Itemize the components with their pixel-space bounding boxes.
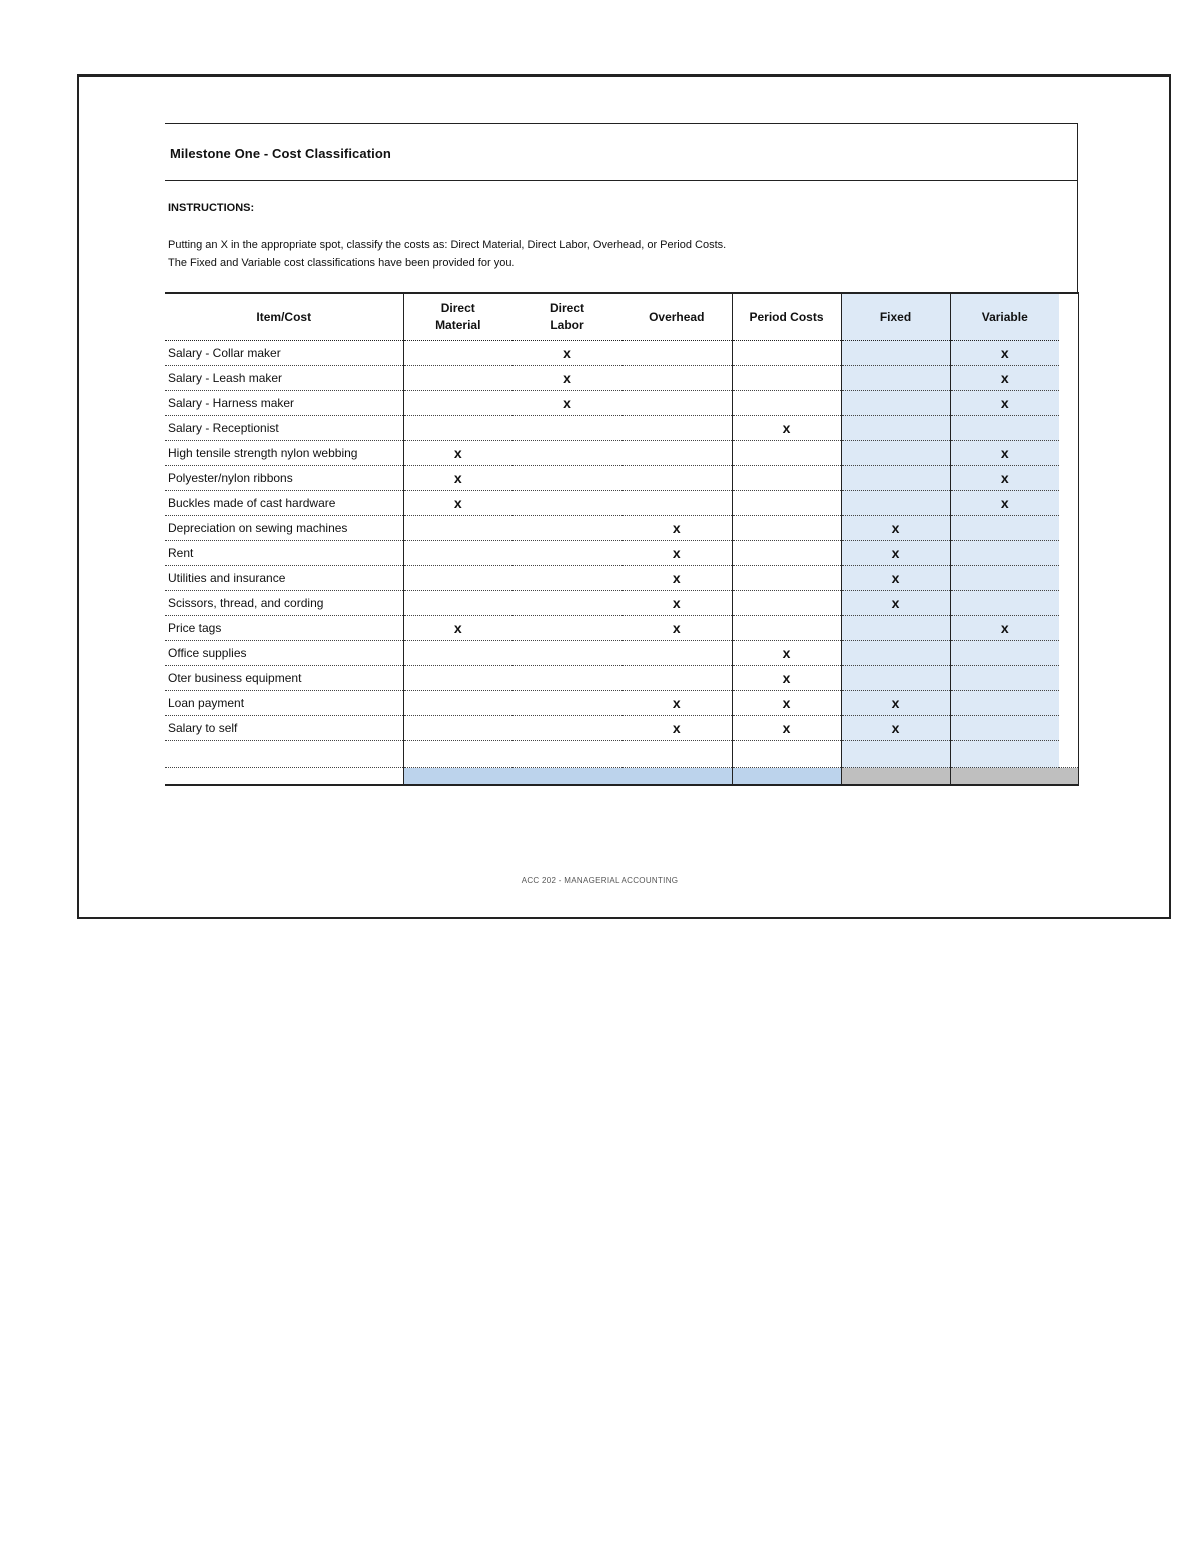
fixed-cell — [841, 641, 950, 666]
direct-labor-cell — [512, 416, 622, 441]
variable-cell — [950, 716, 1059, 741]
x-mark: x — [1000, 395, 1009, 411]
variable-cell — [950, 366, 1059, 391]
direct-material-cell — [403, 616, 512, 641]
blank-cell — [841, 741, 950, 768]
fixed-cell — [841, 341, 950, 366]
blank-cell — [732, 741, 841, 768]
direct-material-cell — [403, 666, 512, 691]
fixed-cell — [841, 691, 950, 716]
x-mark: x — [782, 645, 791, 661]
table-row — [165, 416, 1078, 441]
direct-labor-cell — [512, 616, 622, 641]
x-mark: x — [672, 620, 681, 636]
header-variable: Variable — [950, 293, 1059, 341]
x-mark: x — [672, 545, 681, 561]
direct-material-cell — [403, 641, 512, 666]
variable-cell — [950, 566, 1059, 591]
header-direct-labor: Direct Labor — [512, 293, 622, 341]
total-cell — [841, 768, 950, 786]
direct-material-cell — [403, 566, 512, 591]
overhead-cell — [622, 616, 732, 641]
x-mark: x — [782, 670, 791, 686]
header-period-costs: Period Costs — [732, 293, 841, 341]
period-costs-cell — [732, 666, 841, 691]
variable-cell — [950, 541, 1059, 566]
variable-cell — [950, 591, 1059, 616]
x-mark: x — [782, 695, 791, 711]
table-row — [165, 516, 1078, 541]
variable-cell — [950, 466, 1059, 491]
item-cost-cell: Loan payment — [165, 691, 403, 716]
x-mark: x — [453, 445, 462, 461]
cost-classification-table — [165, 292, 1079, 786]
blank-cell — [403, 741, 512, 768]
direct-labor-cell — [512, 466, 622, 491]
variable-cell — [950, 666, 1059, 691]
item-cost-cell: Buckles made of cast hardware — [165, 491, 403, 516]
item-cost-cell: Office supplies — [165, 641, 403, 666]
direct-labor-cell — [512, 541, 622, 566]
x-mark: x — [672, 570, 681, 586]
x-mark: x — [891, 695, 900, 711]
x-mark: x — [891, 545, 900, 561]
x-mark: x — [1000, 445, 1009, 461]
period-costs-cell — [732, 466, 841, 491]
row-edge — [1059, 691, 1078, 716]
x-mark: x — [672, 520, 681, 536]
total-row — [165, 768, 1078, 786]
fixed-cell — [841, 566, 950, 591]
x-mark: x — [453, 470, 462, 486]
direct-material-cell — [403, 391, 512, 416]
overhead-cell — [622, 391, 732, 416]
item-cost-cell: Utilities and insurance — [165, 566, 403, 591]
row-edge — [1059, 466, 1078, 491]
direct-material-cell — [403, 416, 512, 441]
row-edge — [1059, 541, 1078, 566]
table-row — [165, 366, 1078, 391]
direct-material-cell — [403, 516, 512, 541]
total-cell — [622, 768, 732, 786]
row-edge — [1059, 491, 1078, 516]
overhead-cell — [622, 641, 732, 666]
period-costs-cell — [732, 591, 841, 616]
blank-row — [165, 741, 1078, 768]
direct-labor-cell — [512, 641, 622, 666]
table-row — [165, 716, 1078, 741]
x-mark: x — [1000, 620, 1009, 636]
row-edge — [1059, 666, 1078, 691]
direct-labor-cell — [512, 691, 622, 716]
overhead-cell — [622, 516, 732, 541]
fixed-cell — [841, 591, 950, 616]
direct-material-cell — [403, 716, 512, 741]
overhead-cell — [622, 341, 732, 366]
item-cost-cell: Salary - Collar maker — [165, 341, 403, 366]
period-costs-cell — [732, 616, 841, 641]
direct-labor-cell — [512, 666, 622, 691]
instructions-heading: INSTRUCTIONS: — [168, 202, 255, 214]
fixed-cell — [841, 416, 950, 441]
x-mark: x — [563, 395, 571, 411]
table-row — [165, 691, 1078, 716]
direct-material-cell — [403, 491, 512, 516]
fixed-cell — [841, 541, 950, 566]
direct-material-cell — [403, 341, 512, 366]
overhead-cell — [622, 491, 732, 516]
x-mark: x — [891, 595, 900, 611]
period-costs-cell — [732, 441, 841, 466]
overhead-cell — [622, 441, 732, 466]
table-row — [165, 541, 1078, 566]
fixed-cell — [841, 366, 950, 391]
item-cost-cell: Salary to self — [165, 716, 403, 741]
table-row — [165, 591, 1078, 616]
fixed-cell — [841, 516, 950, 541]
row-edge — [1059, 391, 1078, 416]
header-edge — [1059, 293, 1078, 341]
direct-labor-cell — [512, 441, 622, 466]
period-costs-cell — [732, 491, 841, 516]
row-edge — [1059, 366, 1078, 391]
overhead-cell — [622, 666, 732, 691]
fixed-cell — [841, 491, 950, 516]
item-cost-cell: Depreciation on sewing machines — [165, 516, 403, 541]
total-cell — [950, 768, 1059, 786]
variable-cell — [950, 341, 1059, 366]
period-costs-cell — [732, 541, 841, 566]
fixed-cell — [841, 616, 950, 641]
x-mark: x — [672, 720, 681, 736]
table-row — [165, 341, 1078, 366]
item-cost-cell: High tensile strength nylon webbing — [165, 441, 403, 466]
instructions-line-1: Putting an X in the appropriate spot, classify the costs as: Direct Material, Direct Labor, Overhead, or Period Costs. — [168, 239, 727, 251]
header-fixed: Fixed — [841, 293, 950, 341]
item-cost-cell: Price tags — [165, 616, 403, 641]
title-box — [165, 123, 1078, 181]
direct-labor-cell — [512, 516, 622, 541]
period-costs-cell — [732, 391, 841, 416]
x-mark: x — [891, 720, 900, 736]
period-costs-cell — [732, 691, 841, 716]
overhead-cell — [622, 466, 732, 491]
worksheet — [165, 123, 1078, 786]
x-mark: x — [672, 595, 681, 611]
variable-cell — [950, 641, 1059, 666]
fixed-cell — [841, 391, 950, 416]
direct-material-cell — [403, 541, 512, 566]
table-row — [165, 616, 1078, 641]
overhead-cell — [622, 691, 732, 716]
direct-material-cell — [403, 441, 512, 466]
overhead-cell — [622, 566, 732, 591]
overhead-cell — [622, 716, 732, 741]
blank-cell — [512, 741, 622, 768]
x-mark: x — [1000, 470, 1009, 486]
x-mark: x — [1000, 345, 1009, 361]
x-mark: x — [672, 695, 681, 711]
variable-cell — [950, 691, 1059, 716]
fixed-cell — [841, 466, 950, 491]
variable-cell — [950, 516, 1059, 541]
header-direct-material: Direct Material — [403, 293, 512, 341]
direct-material-cell — [403, 591, 512, 616]
variable-cell — [950, 391, 1059, 416]
row-edge — [1059, 716, 1078, 741]
direct-labor-cell — [512, 366, 622, 391]
table-row — [165, 441, 1078, 466]
overhead-cell — [622, 366, 732, 391]
header-row — [165, 293, 1078, 341]
direct-labor-cell — [512, 391, 622, 416]
item-cost-cell: Scissors, thread, and cording — [165, 591, 403, 616]
direct-material-cell — [403, 466, 512, 491]
variable-cell — [950, 441, 1059, 466]
row-edge — [1059, 566, 1078, 591]
overhead-cell — [622, 541, 732, 566]
row-edge — [1059, 441, 1078, 466]
total-cell — [512, 768, 622, 786]
table-row — [165, 566, 1078, 591]
blank-cell — [165, 741, 403, 768]
blank-cell — [950, 741, 1059, 768]
x-mark: x — [563, 370, 571, 386]
variable-cell — [950, 416, 1059, 441]
total-cell — [732, 768, 841, 786]
period-costs-cell — [732, 516, 841, 541]
fixed-cell — [841, 666, 950, 691]
period-costs-cell — [732, 716, 841, 741]
blank-cell — [1059, 741, 1078, 768]
variable-cell — [950, 616, 1059, 641]
table-row — [165, 391, 1078, 416]
direct-labor-cell — [512, 716, 622, 741]
x-mark: x — [1000, 370, 1009, 386]
x-mark: x — [1000, 495, 1009, 511]
fixed-cell — [841, 441, 950, 466]
item-cost-cell: Rent — [165, 541, 403, 566]
worksheet-title: Milestone One - Cost Classification — [170, 146, 391, 161]
total-cell — [403, 768, 512, 786]
table-row — [165, 466, 1078, 491]
table-row — [165, 641, 1078, 666]
header-item-cost: Item/Cost — [165, 293, 403, 341]
header-overhead: Overhead — [622, 293, 732, 341]
period-costs-cell — [732, 641, 841, 666]
variable-cell — [950, 491, 1059, 516]
direct-labor-cell — [512, 566, 622, 591]
x-mark: x — [453, 620, 462, 636]
direct-material-cell — [403, 691, 512, 716]
direct-labor-cell — [512, 341, 622, 366]
row-edge — [1059, 641, 1078, 666]
row-edge — [1059, 341, 1078, 366]
item-cost-cell: Salary - Receptionist — [165, 416, 403, 441]
direct-labor-cell — [512, 591, 622, 616]
x-mark: x — [453, 495, 462, 511]
row-edge — [1059, 516, 1078, 541]
period-costs-cell — [732, 341, 841, 366]
table-row — [165, 666, 1078, 691]
row-edge — [1059, 591, 1078, 616]
period-costs-cell — [732, 366, 841, 391]
overhead-cell — [622, 591, 732, 616]
x-mark: x — [891, 570, 900, 586]
row-edge — [1059, 416, 1078, 441]
instructions-line-2: The Fixed and Variable cost classifications have been provided for you. — [168, 257, 515, 269]
period-costs-cell — [732, 416, 841, 441]
total-cell — [165, 768, 403, 786]
row-edge — [1059, 616, 1078, 641]
blank-cell — [622, 741, 732, 768]
x-mark: x — [782, 720, 791, 736]
x-mark: x — [563, 345, 571, 361]
x-mark: x — [782, 420, 791, 436]
direct-material-cell — [403, 366, 512, 391]
period-costs-cell — [732, 566, 841, 591]
instructions-box — [165, 181, 1078, 292]
item-cost-cell: Salary - Leash maker — [165, 366, 403, 391]
fixed-cell — [841, 716, 950, 741]
item-cost-cell: Salary - Harness maker — [165, 391, 403, 416]
total-cell — [1059, 768, 1078, 786]
table-row — [165, 491, 1078, 516]
overhead-cell — [622, 416, 732, 441]
x-mark: x — [891, 520, 900, 536]
item-cost-cell: Polyester/nylon ribbons — [165, 466, 403, 491]
direct-labor-cell — [512, 491, 622, 516]
item-cost-cell: Oter business equipment — [165, 666, 403, 691]
page-footer: ACC 202 - MANAGERIAL ACCOUNTING — [521, 876, 679, 885]
